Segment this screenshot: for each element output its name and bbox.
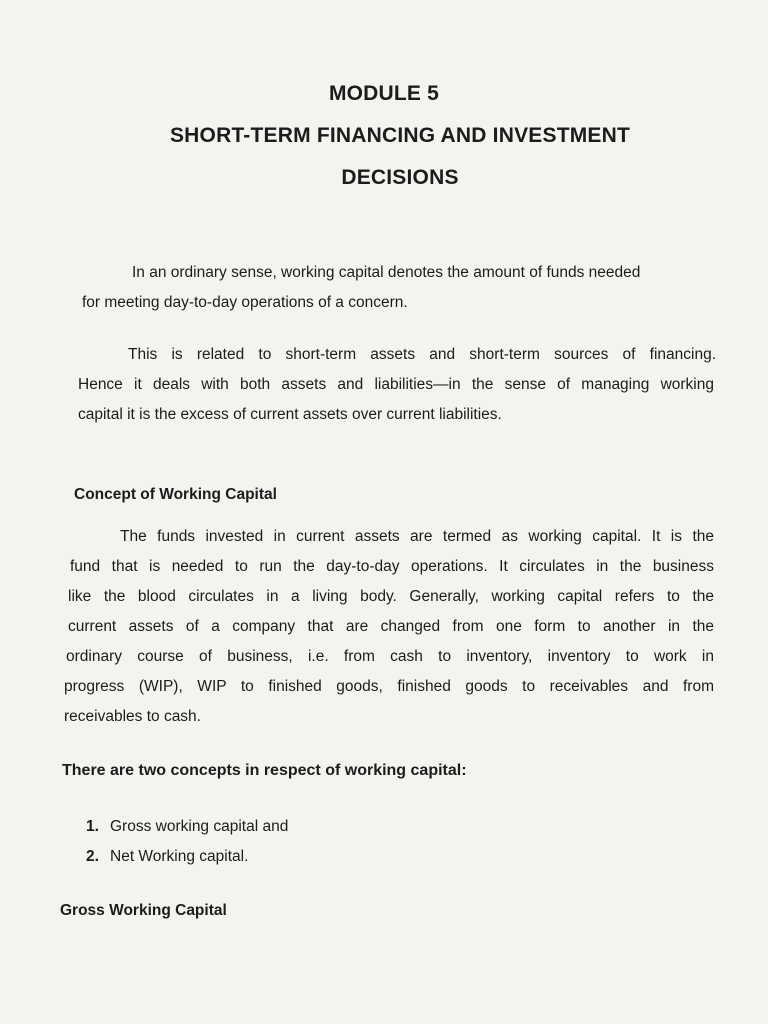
list-item-text: Net Working capital.: [110, 848, 249, 865]
list-item: [86, 812, 288, 842]
concept-line-7: receivables to cash.: [64, 708, 201, 725]
list-item-number: 1.: [86, 818, 99, 835]
intro-paragraph-2-line-1: This is related to short-term assets and short-term sources of financing.: [128, 346, 716, 363]
concept-line-1: The funds invested in current assets are termed as working capital. It is the: [120, 528, 714, 545]
gross-working-capital-heading: Gross Working Capital: [60, 902, 227, 919]
concept-line-6: progress (WIP), WIP to finished goods, finished goods to receivables and from: [64, 678, 714, 695]
list-item: [86, 842, 288, 872]
concept-heading: Concept of Working Capital: [74, 486, 277, 503]
working-capital-concepts-list: [86, 812, 288, 872]
concept-line-5: ordinary course of business, i.e. from cash to inventory, inventory to work in: [66, 648, 714, 665]
intro-paragraph-1-line-1: In an ordinary sense, working capital denotes the amount of funds needed: [132, 264, 641, 281]
two-concepts-heading: There are two concepts in respect of working capital:: [62, 762, 467, 779]
intro-paragraph-2-line-2: Hence it deals with both assets and liabilities—in the sense of managing working: [78, 376, 714, 393]
list-item-text: Gross working capital and: [110, 818, 289, 835]
module-number: MODULE 5: [328, 82, 440, 105]
concept-line-2: fund that is needed to run the day-to-day operations. It circulates in the business: [70, 558, 714, 575]
intro-paragraph-2-line-3: capital it is the excess of current assets over current liabilities.: [78, 406, 502, 423]
module-title-line-2: DECISIONS: [341, 166, 459, 189]
module-title-line-1: SHORT-TERM FINANCING AND INVESTMENT: [169, 124, 631, 147]
intro-paragraph-1-line-2: for meeting day-to-day operations of a concern.: [82, 294, 408, 311]
concept-line-3: like the blood circulates in a living body. Generally, working capital refers to the: [68, 588, 714, 605]
list-item-number: 2.: [86, 848, 99, 865]
concept-line-4: current assets of a company that are changed from one form to another in the: [68, 618, 714, 635]
